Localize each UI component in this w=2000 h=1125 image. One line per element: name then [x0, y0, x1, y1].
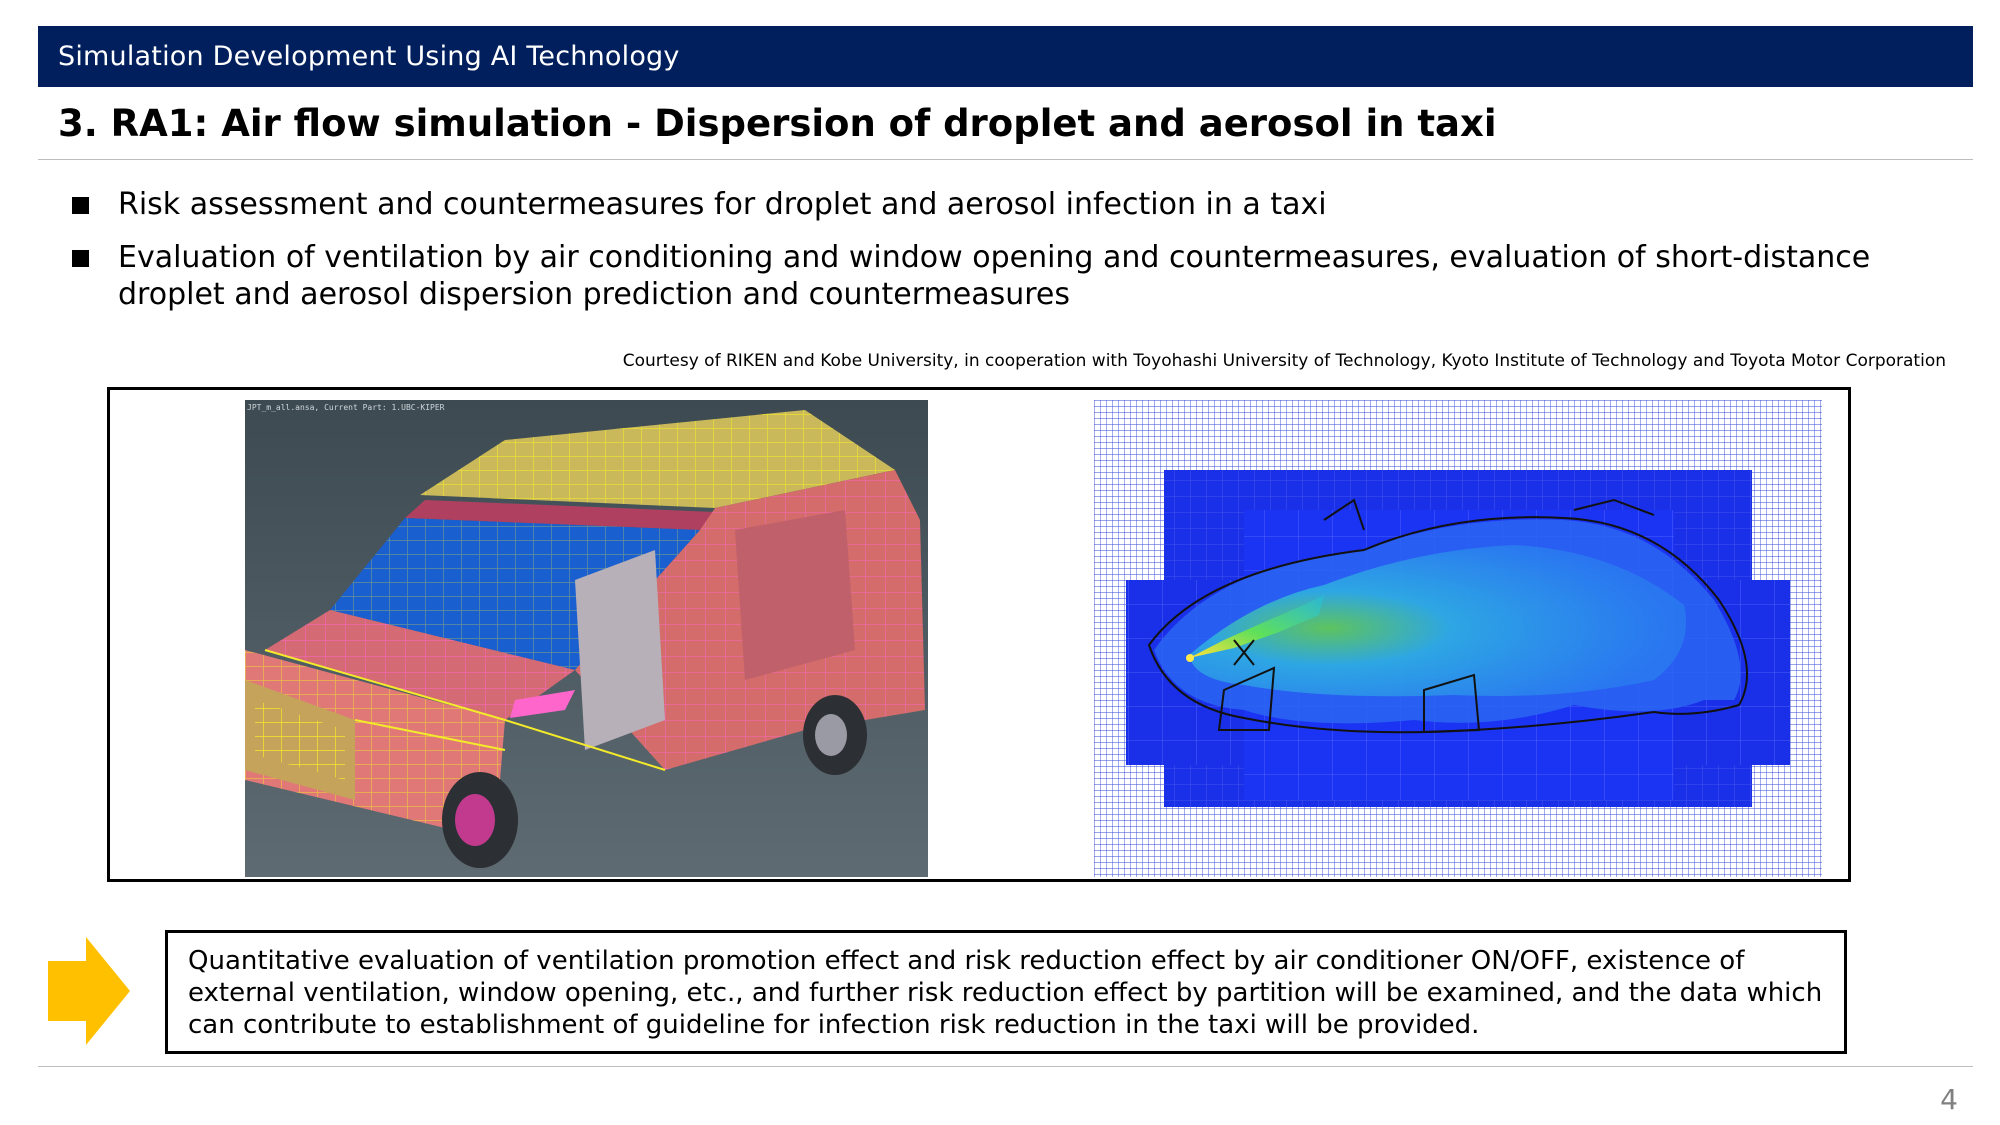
square-bullet-icon [72, 197, 89, 214]
banner-title: Simulation Development Using AI Technology [58, 41, 680, 72]
bullet-list [72, 186, 1962, 329]
page-number: 4 [1940, 1083, 1958, 1116]
bullet-text: Risk assessment and countermeasures for droplet and aerosol infection in a taxi [118, 187, 1327, 222]
bullet-item [72, 239, 1962, 313]
figure-panel [107, 387, 1851, 882]
image-credit: Courtesy of RIKEN and Kobe University, in cooperation with Toyohashi University of Technology, Kyoto Institute of Technology and Toyota Motor Corporation [622, 351, 1946, 371]
conclusion-box: Quantitative evaluation of ventilation promotion effect and risk reduction effect by air conditioner ON/OFF, existence of external ventilation, window opening, etc., and further risk reduction effect by partition will be examined, and the data which can contribute to establishment of guideline for infection risk reduction in the taxi will be provided. [165, 930, 1847, 1054]
square-bullet-icon [72, 250, 89, 267]
arrow-right-icon [48, 937, 130, 1045]
title-divider [38, 159, 1973, 160]
aerosol-dispersion-simulation-image [1094, 400, 1822, 877]
footer-divider [38, 1066, 1973, 1067]
bullet-item [72, 186, 1962, 223]
model-file-caption: JPT_m_all.ansa, Current Part: 1.UBC-KIPER [247, 403, 445, 412]
header-banner [38, 26, 1973, 87]
slide-title: 3. RA1: Air flow simulation - Dispersion of droplet and aerosol in taxi [58, 102, 1497, 145]
bullet-text: Evaluation of ventilation by air conditioning and window opening and countermeasures, evaluation of short-distance droplet and aerosol dispersion prediction and countermeasures [118, 240, 1871, 312]
taxi-mesh-model-image [245, 400, 928, 877]
